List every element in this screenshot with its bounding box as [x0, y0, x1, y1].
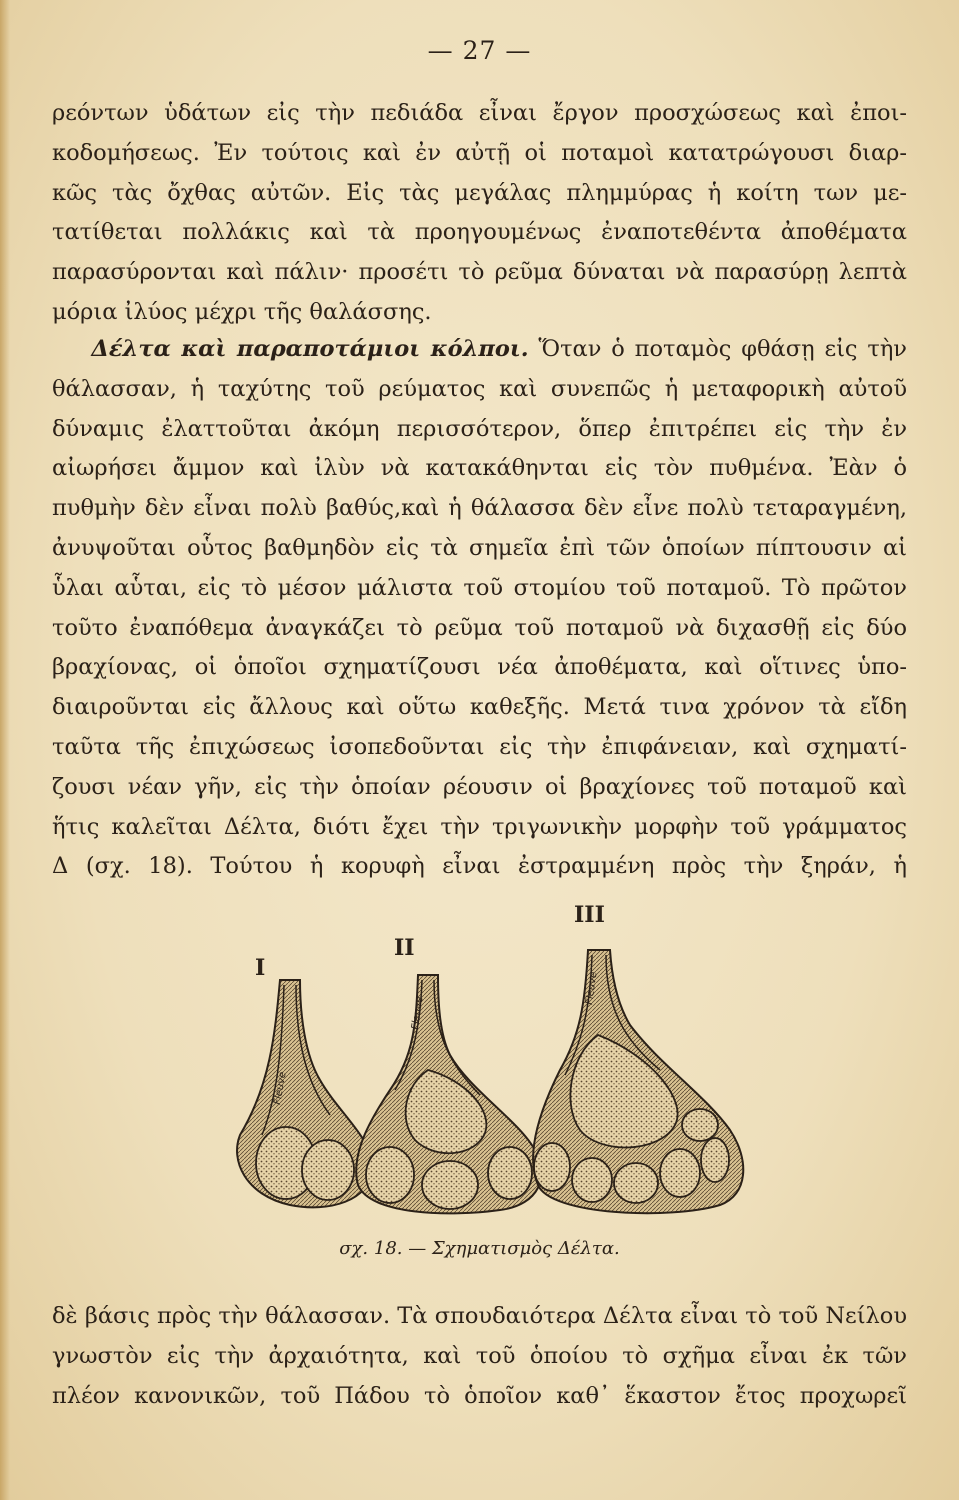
text-line: θάλασσαν, ἡ ταχύτης τοῦ ρεύματος καὶ συνεπῶς ἡ μεταφορικὴ αὐτοῦ: [52, 375, 907, 402]
figure-label-2: II: [394, 935, 415, 961]
delta-formation-illustration: [200, 895, 760, 1225]
text-line: γνωστὸν εἰς τὴν ἀρχαιότητα, καὶ τοῦ ὁποίου τὸ σχῆμα εἶναι ἐκ τῶν: [52, 1342, 907, 1369]
text-line: δὲ βάσις πρὸς τὴν θάλασσαν. Τὰ σπουδαιότερα Δέλτα εἶναι τὸ τοῦ Νείλου: [52, 1303, 907, 1329]
paragraph-1: [52, 94, 907, 333]
text-line: αἰωρήσει ἄμμον καὶ ἰλὺν νὰ κατακάθηνται εἰς τὸν πυθμένα. Ἐὰν ὁ: [52, 455, 907, 482]
delta-stage-1: [237, 980, 372, 1207]
text-line: ἥτις καλεῖται Δέλτα, διότι ἔχει τὴν τριγωνικὴν μορφὴν τοῦ γράμματος: [52, 813, 907, 840]
paragraph-3: [52, 1297, 907, 1416]
section-heading: Δέλτα καὶ παραποτάμιοι κόλποι.: [91, 336, 529, 362]
text-line: μόρια ἰλύος μέχρι τῆς θαλάσσης.: [52, 298, 432, 325]
text-line: κοδομήσεως. Ἐν τούτοις καὶ ἐν αὐτῇ οἱ ποταμοὶ κατατρώγουσι διαρ-: [52, 139, 907, 166]
text-line: βραχίονας, οἱ ὁποῖοι σχηματίζουσι νέα ἀποθέματα, καὶ οἵτινες ὑπο-: [52, 654, 907, 681]
text-line: ζουσι νέαν γῆν, εἰς τὴν ὁποίαν ρέουσιν οἱ βραχίονες τοῦ ποταμοῦ καὶ: [52, 773, 907, 800]
delta-stage-2: [356, 975, 541, 1213]
delta-stage-3: [533, 950, 743, 1213]
paragraph-2: [52, 330, 907, 887]
text-line: Δ (σχ. 18). Τούτου ἡ κορυφὴ εἶναι ἐστραμμένη πρὸς τὴν ξηράν, ἡ: [52, 853, 907, 880]
text-line: τατίθεται πολλάκις καὶ τὰ προηγουμένως ἐναποτεθέντα ἀποθέματα: [52, 219, 907, 246]
delta-figure: [200, 895, 760, 1225]
river-label: Fleuve: [272, 1071, 289, 1106]
text-line: τοῦτο ἐναπόθεμα ἀναγκάζει τὸ ρεῦμα τοῦ ποταμοῦ νὰ διχασθῇ εἰς δύο: [52, 614, 907, 641]
text-line: ταῦτα τῆς ἐπιχώσεως ἰσοπεδοῦνται εἰς τὴν ἐπιφάνειαν, καὶ σχηματί-: [52, 733, 907, 760]
text-line: διαιροῦνται εἰς ἄλλους καὶ οὕτω καθεξῆς. Μετά τινα χρόνον τὰ εἴδη: [52, 694, 907, 721]
text-line: κῶς τὰς ὄχθας αὐτῶν. Εἰς τὰς μεγάλας πλημμύρας ἡ κοίτη των με-: [52, 179, 907, 206]
figure-label-3: III: [574, 902, 605, 928]
river-label: Fleuve: [584, 971, 600, 1006]
river-label: Fleuve: [410, 996, 426, 1031]
text-line: ὗλαι αὗται, εἰς τὸ μέσον μάλιστα τοῦ στομίου τοῦ ποταμοῦ. Τὸ πρῶτον: [52, 574, 907, 601]
text-line: ἀνυψοῦται οὗτος βαθμηδὸν εἰς τὰ σημεῖα ἐπὶ τῶν ὁποίων πίπτουσιν αἱ: [52, 534, 907, 561]
text-line-rest: Ὅταν ὁ ποταμὸς φθάσῃ εἰς τὴν: [528, 336, 907, 362]
text-line: [52, 330, 907, 370]
page-number: — 27 —: [427, 36, 532, 65]
text-line: ρεόντων ὑδάτων εἰς τὴν πεδιάδα εἶναι ἔργον προσχώσεως καὶ ἐποι-: [52, 100, 907, 126]
figure-label-1: I: [255, 955, 266, 981]
text-line: παρασύρονται καὶ πάλιν· προσέτι τὸ ρεῦμα δύναται νὰ παρασύρῃ λεπτὰ: [52, 259, 907, 286]
figure-caption: σχ. 18. — Σχηματισμὸς Δέλτα.: [339, 1238, 620, 1259]
text-line: δύναμις ἐλαττοῦται ἀκόμη περισσότερον, ὅπερ ἐπιτρέπει εἰς τὴν ἐν: [52, 415, 907, 442]
text-line: πυθμὴν δὲν εἶναι πολὺ βαθύς,καὶ ἡ θάλασσα δὲν εἶνε πολὺ τεταραγμένη,: [52, 495, 907, 522]
text-line: πλέον κανονικῶν, τοῦ Πάδου τὸ ὁποῖον καθ᾽ ἕκαστον ἔτος προχωρεῖ: [52, 1382, 907, 1409]
